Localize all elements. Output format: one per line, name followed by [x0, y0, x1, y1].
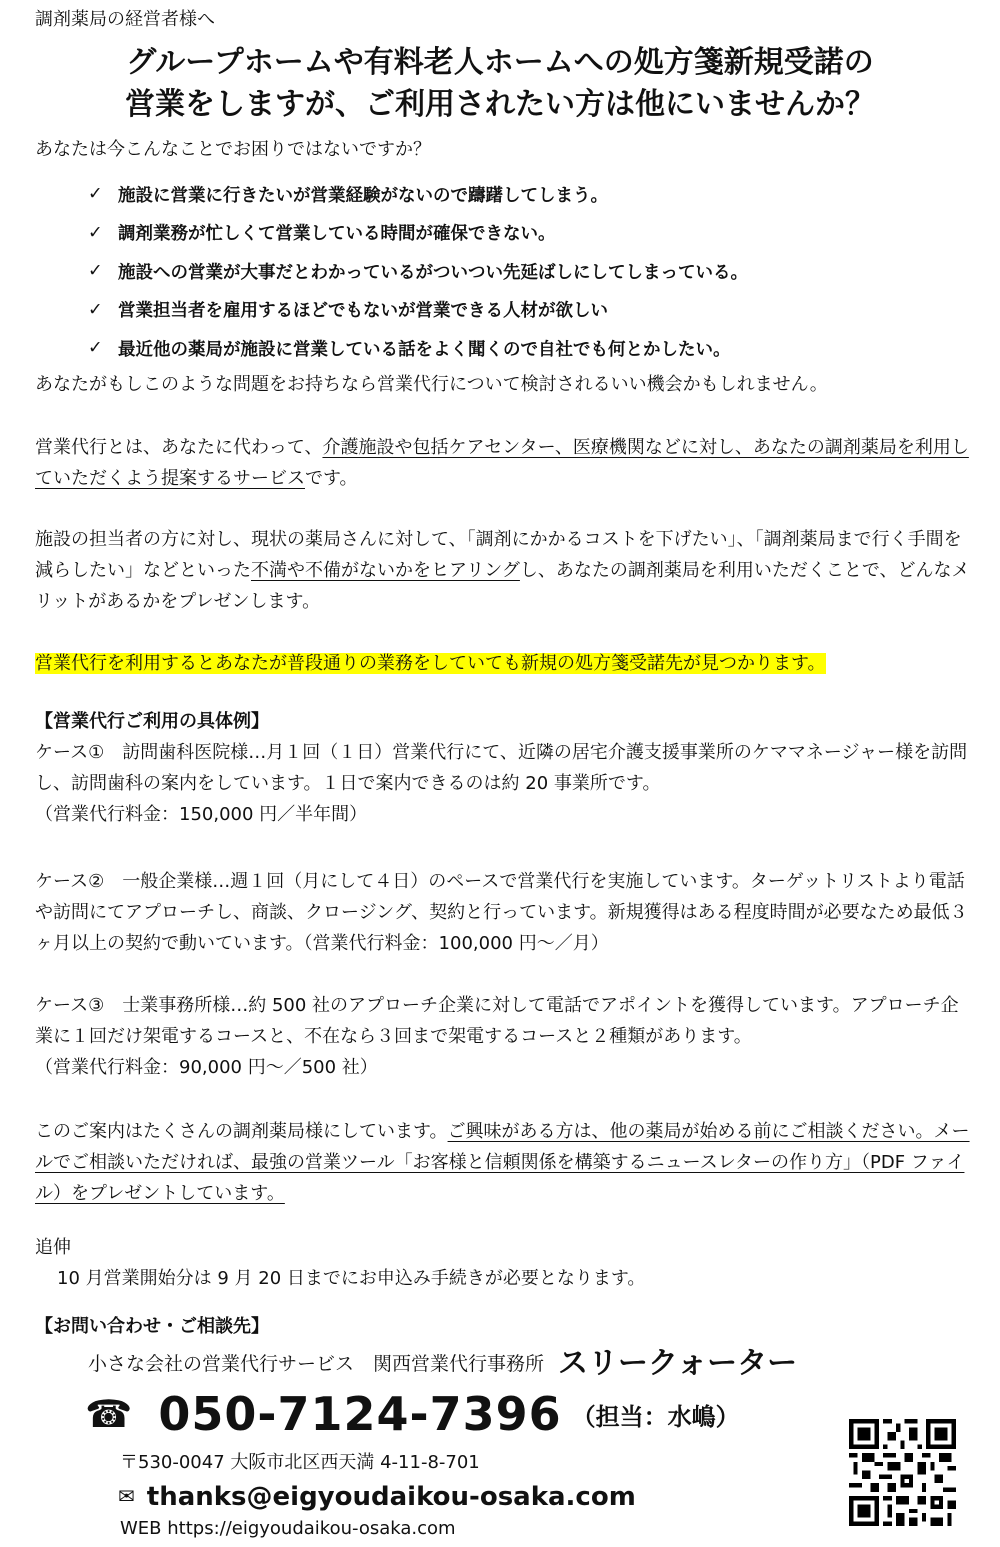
checklist-item-text: 営業担当者を雇用するほどでもないが営業できる人材が欲しい [118, 301, 608, 322]
checklist-item-text: 調剤業務が忙しくて営業している時間が確保できない。 [118, 224, 556, 245]
checklist-item-text: 施設に営業に行きたいが営業経験がないので躊躇してしまう。 [118, 185, 608, 206]
case-1 [35, 737, 975, 830]
checkmark-icon: ✓ [88, 261, 103, 282]
checkmark-icon: ✓ [88, 184, 103, 205]
postal-address: 〒530-0047 大阪市北区西天満 4-11-8-701 [120, 1452, 480, 1473]
highlight-text: 営業代行を利用するとあなたが普段通りの業務をしていても新規の処方箋受諾先が見つかります。 [35, 653, 826, 674]
checklist-item-text: 最近他の薬局が施設に営業している話をよく聞くので自社でも何とかしたい。 [118, 339, 731, 360]
hearing-paragraph [35, 524, 975, 617]
service-definition-underlined: 介護施設や包括ケアセンター、医療機関などに対し、あなたの調剤薬局を利用していただくよう提案するサービス [35, 437, 969, 489]
headline-line-2: 営業をしますが、ご利用されたい方は他にいませんか？ [125, 87, 875, 122]
checkmark-icon: ✓ [88, 222, 103, 243]
hearing-tail: し、あなたの調剤薬局を利用いただくことで、どんなメリットがあるかをプレゼンします。 [35, 560, 970, 612]
case-1-fee: （営業代行料金：150,000 円／半年間） [35, 804, 368, 825]
phone-row [85, 1386, 740, 1442]
opportunity-paragraph: あなたがもしこのような問題をお持ちなら営業代行について検討されるいい機会かもしれません。 [35, 374, 828, 395]
case-3-fee: （営業代行料金：90,000 円～／500 社） [35, 1057, 378, 1078]
email-row [118, 1479, 636, 1514]
case-3 [35, 990, 975, 1083]
closing-underlined: ご興味がある方は、他の薬局が始める前にご相談ください。メールでご相談いただければ、最強の営業ツール「お客様と信頼関係を構築するニュースレターの作り方」（PDF ファイル）をプレゼントしています。 [35, 1121, 970, 1204]
headline [20, 42, 980, 126]
email-address[interactable]: thanks@eigyoudaikou-osaka.com [146, 1482, 636, 1512]
qr-code-icon [849, 1419, 956, 1526]
company-line [88, 1344, 797, 1384]
checkmark-icon: ✓ [88, 299, 103, 320]
closing-paragraph [35, 1116, 975, 1209]
case-3-text: ケース③ 士業事務所様…約 500 社のアプローチ企業に対して電話でアポイントを獲得しています。アプローチ企業に１回だけ架電するコースと、不在なら３回まで架電するコースと２種類があります。 [35, 995, 959, 1047]
checklist-item [88, 329, 748, 368]
checkmark-icon: ✓ [88, 338, 103, 359]
website-url[interactable]: WEB https://eigyoudaikou-osaka.com [120, 1518, 456, 1539]
postscript-label: 追伸 [35, 1237, 71, 1258]
addressee: 調剤薬局の経営者様へ [35, 9, 215, 30]
phone-number[interactable]: 050-7124-7396 [158, 1387, 562, 1441]
hearing-underlined: 不満や不備がないかをヒアリング [251, 560, 520, 581]
mail-icon: ✉ [118, 1484, 135, 1508]
postscript-text: 10 月営業開始分は 9 月 20 日までにお申込み手続きが必要となります。 [57, 1268, 646, 1289]
postscript [35, 1232, 975, 1294]
checklist-item [88, 214, 748, 253]
case-2: ケース② 一般企業様…週１回（月にして４日）のペースで営業代行を実施しています。ターゲットリストより電話や訪問にてアプローチし、商談、クロージング、契約と行っています。新規獲得はある程度時間が必要なため最低３ヶ月以上の契約で動いています。（営業代行料金：100,000 円～／月） [35, 871, 968, 954]
contact-person: （担当：水嶋） [571, 1402, 740, 1431]
service-definition-paragraph [35, 432, 975, 494]
highlight-paragraph [35, 648, 975, 679]
checklist-item-text: 施設への営業が大事だとわかっているがついつい先延ばしにしてしまっている。 [118, 262, 748, 283]
examples-title: 【営業代行ご利用の具体例】 [35, 711, 269, 732]
company-description: 小さな会社の営業代行サービス 関西営業代行事務所 [88, 1353, 545, 1375]
problem-checklist [88, 175, 748, 368]
service-definition-tail: です。 [305, 468, 358, 489]
phone-icon: ☎ [85, 1392, 133, 1436]
contact-title: 【お問い合わせ・ご相談先】 [35, 1316, 269, 1337]
service-definition-lead: 営業代行とは、あなたに代わって、 [35, 437, 323, 458]
intro-question: あなたは今こんなことでお困りではないですか？ [35, 139, 431, 160]
checklist-item [88, 175, 748, 214]
headline-line-1: グループホームや有料老人ホームへの処方箋新規受諾の [126, 45, 874, 80]
hearing-lead: 施設の担当者の方に対し、現状の薬局さんに対して、「調剤にかかるコストを下げたい」、「調剤薬局まで行く手間を減らしたい」などといった [35, 529, 962, 581]
case-1-text: ケース① 訪問歯科医院様…月１回（１日）営業代行にて、近隣の居宅介護支援事業所のケママネージャー様を訪問し、訪問歯科の案内をしています。１日で案内できるのは約 20 事業所です。 [35, 742, 968, 794]
brand-name: スリークォーター [558, 1346, 798, 1381]
checklist-item [88, 291, 748, 330]
closing-lead: このご案内はたくさんの調剤薬局様にしています。 [35, 1121, 448, 1142]
checklist-item [88, 252, 748, 291]
